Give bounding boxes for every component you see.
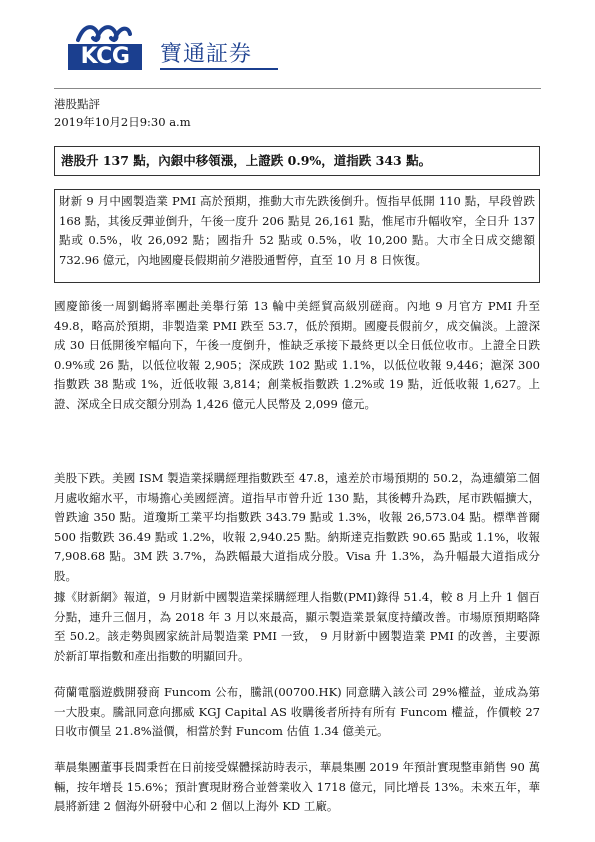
header-divider xyxy=(54,88,541,89)
logo-wave-icon xyxy=(76,22,132,44)
paragraph-1: 財新 9 月中國製造業 PMI 高於預期，推動大市先跌後倒升。恆指早低開 110 點，早段曾跌 168 點，其後反彈並倒升，午後一度升 206 點見 26,161 點，惟尾市升幅收窄，全日升 137 點或 0.5%，收 26,092 點；國指升 52 點或 0.5%，收 10,200 點。大市全日成交總額 732.96 億元，內地國慶長假期前夕港股通暫停，直至 10 月 8 日恢復。 xyxy=(54,189,540,283)
paragraph-5: 荷蘭電腦遊戲開發商 Funcom 公布，騰訊(00700.HK) 同意購入該公司 29%權益，並成為第一大股東。騰訊同意向挪威 KGJ Capital AS 收購後者所持有所有 Funcom 權益，作價較 27 日收市價呈 21.8%溢價，相當於對 Funcom 估值 1.34 億美元。 xyxy=(54,685,540,738)
headline: 港股升 137 點，內銀中移領漲，上證跌 0.9%，道指跌 343 點。 xyxy=(54,146,540,176)
paragraph-4: 據《財新網》報道，9 月財新中國製造業採購經理人指數(PMI)錄得 51.4，較 8 月上升 1 個百分點，連升三個月，為 2018 年 3 月以來最高，顯示製造業景氣度持續改善。市場原預期略降至 50.2。該走勢與國家統計局製造業 PMI 一致， 9 月財新中國製造業 PMI 的改善，主要源於新訂單指數和產出指數的明顯回升。 xyxy=(54,590,540,663)
logo-text: KCG xyxy=(68,44,142,70)
report-datetime: 2019年10月2日9:30 a.m xyxy=(54,115,191,129)
paragraph-6: 華晨集團董事長閻秉哲在日前接受媒體採訪時表示，華晨集團 2019 年預計實現整車銷售 90 萬輛，按年增長 15.6%；預計實現財務合並營業收入 1718 億元，同比增長 13%。未來五年，華晨將新建 2 個海外研發中心和 2 個以上海外 KD 工廠。 xyxy=(54,760,540,813)
paragraph-3: 美股下跌。美國 ISM 製造業採購經理指數跌至 47.8，遠差於市場預期的 50.2，為連續第二個月處收縮水平，市場擔心美國經濟。道指早市曾升近 130 點，其後轉升為跌，尾市跌幅擴大，曾跌逾 350 點。道瓊斯工業平均指數跌 343.79 點或 1.3%，收報 26,573.04 點。標準普爾 500 指數跌 36.49 點或 1.2%，收報 2,940.25 點。納斯達克指數跌 90.65 點或 1.1%，收報 7,908.68 點。3M 跌 3.7%，為跌幅最大道指成分股。Visa 升 1.3%，為升幅最大道指成分股。 xyxy=(54,471,540,583)
company-name: 寶通証券 xyxy=(160,42,253,67)
company-logo xyxy=(64,22,154,74)
company-name-underline xyxy=(160,68,278,70)
report-category: 港股點評 xyxy=(54,97,100,111)
paragraph-2: 國慶節後一周劉鶴將率團赴美舉行第 13 輪中美經貿高級別磋商。內地 9 月官方 PMI 升至 49.8，略高於預期，非製造業 PMI 跌至 53.7，低於預期。國慶長假前夕，成交偏淡。上證深成 30 日低開後窄幅向下，午後一度倒升，惟缺乏承接下最終更以全日低位收市。上證全日跌 0.9%或 26 點，以低位收報 2,905；深成跌 102 點或 1.1%，以低位收報 9,446；滬深 300 指數跌 38 點或 1%，近低收報 3,814；創業板指數跌 1.2%或 19 點，近低收報 1,627。上證、深成全日成交額分別為 1,426 億元人民幣及 2,099 億元。 xyxy=(54,299,540,411)
